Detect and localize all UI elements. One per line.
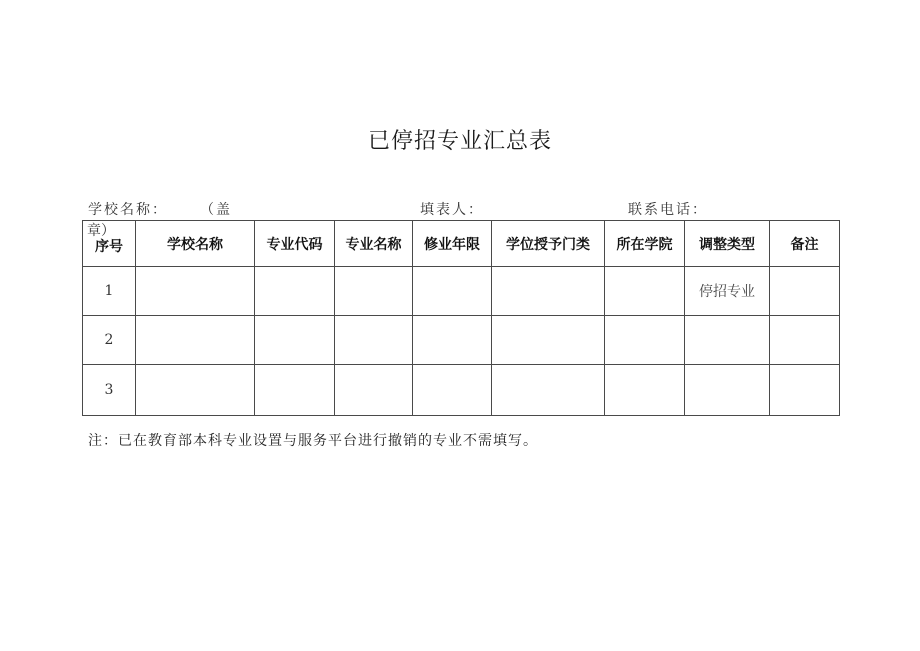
- header-cell-study-years: 修业年限: [413, 221, 492, 267]
- table-cell[interactable]: [685, 365, 770, 416]
- table-cell[interactable]: [770, 267, 840, 316]
- table-cell[interactable]: [605, 365, 685, 416]
- table-cell[interactable]: [413, 316, 492, 365]
- page-title: 已停招专业汇总表: [367, 129, 552, 154]
- table-cell[interactable]: [492, 267, 605, 316]
- table-cell[interactable]: [770, 365, 840, 416]
- table-cell[interactable]: [335, 365, 413, 416]
- table-cell[interactable]: [255, 267, 335, 316]
- table-cell[interactable]: [136, 267, 255, 316]
- header-cell-degree-category: 学位授予门类: [492, 221, 605, 267]
- table-cell[interactable]: [335, 316, 413, 365]
- table-row: [83, 365, 840, 416]
- header-cell-school-name: 学校名称: [136, 221, 255, 267]
- table-cell[interactable]: [492, 316, 605, 365]
- table-cell[interactable]: [770, 316, 840, 365]
- table-cell[interactable]: 3: [83, 365, 136, 416]
- school-name-label: 学校名称：: [88, 202, 168, 218]
- header-cell-major-code: 专业代码: [255, 221, 335, 267]
- table-cell[interactable]: [413, 267, 492, 316]
- table-cell[interactable]: [136, 365, 255, 416]
- table-cell[interactable]: [492, 365, 605, 416]
- table-cell[interactable]: 1: [83, 267, 136, 316]
- table-row: [83, 316, 840, 365]
- table-header-row: [83, 221, 840, 267]
- table-cell[interactable]: 停招专业: [685, 267, 770, 316]
- table-cell[interactable]: [605, 316, 685, 365]
- table-cell[interactable]: [413, 365, 492, 416]
- header-cell-major-name: 专业名称: [335, 221, 413, 267]
- table-cell[interactable]: [136, 316, 255, 365]
- footnote: 注：已在教育部本科专业设置与服务平台进行撤销的专业不需填写。: [88, 433, 538, 449]
- header-cell-adjust-type: 调整类型: [685, 221, 770, 267]
- table-cell[interactable]: [255, 316, 335, 365]
- filler-label: 填表人：: [420, 202, 484, 218]
- header-cell-remarks: 备注: [770, 221, 840, 267]
- header-cell-college: 所在学院: [605, 221, 685, 267]
- phone-label: 联系电话：: [628, 202, 708, 218]
- summary-table: [82, 220, 840, 416]
- header-cell-index: 章） 序号: [83, 221, 136, 267]
- stamp-label-close: 章）: [87, 223, 115, 239]
- table-cell[interactable]: [685, 316, 770, 365]
- table-row: [83, 267, 840, 316]
- table-cell[interactable]: [255, 365, 335, 416]
- table-cell[interactable]: [605, 267, 685, 316]
- table-cell[interactable]: [335, 267, 413, 316]
- stamp-label-open: （盖: [200, 202, 232, 218]
- table-cell[interactable]: 2: [83, 316, 136, 365]
